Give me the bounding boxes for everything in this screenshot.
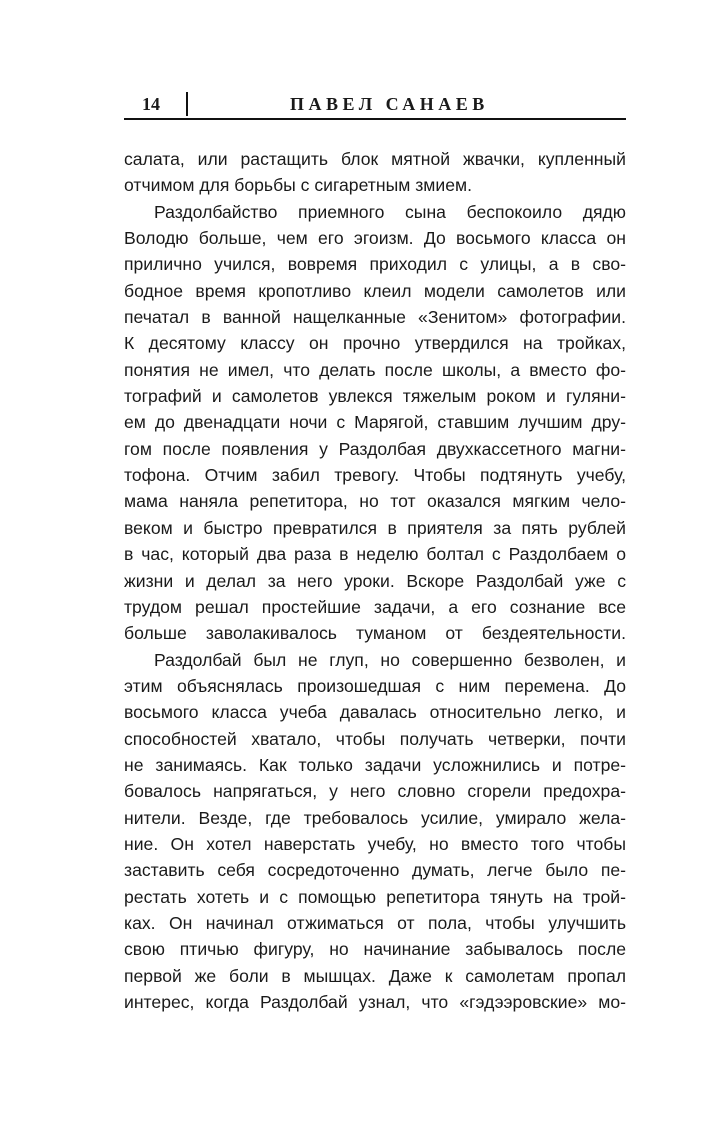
body-text: [124, 146, 626, 1015]
text-line: больше заволакивалось туманом от бездеятельности.: [124, 623, 626, 644]
text-line: прилично учился, вовремя приходил с улицы, а в сво-: [124, 254, 626, 275]
text-line: в час, который два раза в неделю болтал с Раздолбаем о: [124, 544, 626, 565]
running-title: ПАВЕЛ САНАЕВ: [290, 94, 489, 114]
text-line: способностей хватало, чтобы получать четверки, почти: [124, 728, 626, 749]
text-line: первой же боли в мышцах. Даже к самолетам пропал: [124, 965, 626, 986]
text-line: бовалось напрягаться, у него словно сгорели предохра-: [124, 781, 626, 802]
text-line: жизни и делал за него уроки. Вскоре Раздолбай уже с: [124, 570, 626, 591]
text-line: рестать хотеть и с помощью репетитора тянуть на трой-: [124, 886, 626, 907]
text-line: К десятому классу он прочно утвердился на тройках,: [124, 333, 626, 354]
text-line: ках. Он начинал отжиматься от пола, чтобы улучшить: [124, 912, 626, 933]
text-line: не занимаясь. Как только задачи усложнились и потре-: [124, 754, 626, 775]
text-line: этим объяснялась произошедшая с ним перемена. До: [124, 675, 626, 696]
text-line: тофона. Отчим забил тревогу. Чтобы подтянуть учебу,: [124, 465, 626, 486]
text-line: Володю больше, чем его эгоизм. До восьмого класса он: [124, 228, 626, 249]
text-line: интерес, когда Раздолбай узнал, что «гэдээровские» мо-: [124, 992, 626, 1012]
paragraph-first-line: Раздолбай был не глуп, но совершенно безволен, и: [154, 649, 626, 670]
paragraph-first-line: Раздолбайство приемного сына беспокоило дядю: [154, 201, 626, 222]
text-line: понятия не имел, что делать после школы, а вместо фо-: [124, 359, 626, 380]
text-line: мама наняла репетитора, но тот оказался мягким чело-: [124, 491, 626, 512]
text-line: гом после появления у Раздолбая двухкассетного магни-: [124, 438, 626, 459]
text-line: тографий и самолетов увлекся тяжелым роком и гуляни-: [124, 386, 626, 407]
text-line: восьмого класса учеба давалась относительно легко, и: [124, 702, 626, 723]
text-line: отчимом для борьбы с сигаретным змием.: [124, 175, 472, 196]
text-line: ем до двенадцати ночи с Марягой, ставшим лучшим дру-: [124, 412, 626, 433]
text-line: салата, или растащить блок мятной жвачки, купленный: [124, 149, 626, 169]
text-line: нители. Везде, где требовалось усилие, умирало жела-: [124, 807, 626, 828]
text-line: веком и быстро превратился в приятеля за пять рублей: [124, 517, 626, 538]
text-line: ние. Он хотел наверстать учебу, но вместо того чтобы: [124, 833, 626, 854]
text-line: заставить себя сосредоточенно думать, легче было пе-: [124, 860, 626, 881]
text-line: трудом решал простейшие задачи, а его сознание все: [124, 596, 626, 617]
text-line: печатал в ванной нащелканные «Зенитом» фотографии.: [124, 307, 626, 328]
running-header: [124, 90, 626, 120]
text-line: свою птичью фигуру, но начинание забывалось после: [124, 939, 626, 960]
header-divider: [186, 92, 188, 116]
text-line: бодное время кропотливо клеил модели самолетов или: [124, 280, 626, 301]
page-number: 14: [142, 94, 160, 114]
